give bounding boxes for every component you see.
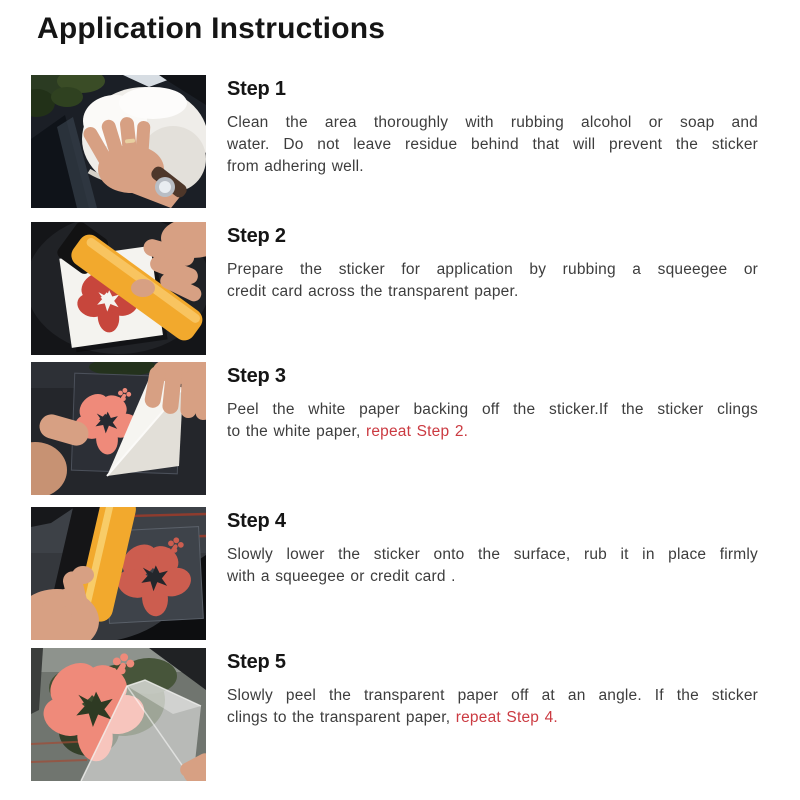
step-5-photo	[31, 648, 206, 781]
step-3-text	[227, 399, 758, 443]
text-line	[227, 281, 758, 303]
text-segment: from adhering well.	[227, 158, 364, 175]
peel-transfer-illustration	[31, 648, 206, 781]
step-copy	[227, 648, 758, 729]
step-1-text	[227, 112, 758, 178]
text-line: Peel the white paper backing off the sticker.If the sticker clings	[227, 401, 758, 418]
page-title: Application Instructions	[37, 12, 386, 45]
apply-sticker-illustration	[31, 507, 206, 640]
step-4-photo	[31, 507, 206, 640]
text-line: Slowly lower the sticker onto the surface, rub it in place firmly	[227, 546, 758, 563]
text-line	[227, 421, 758, 443]
step-3-photo	[31, 362, 206, 495]
step-copy	[227, 507, 758, 588]
text-line	[227, 566, 758, 588]
squeegee-prep-illustration	[31, 222, 206, 355]
red-text-segment: repeat Step 4.	[455, 709, 558, 726]
step-5-title: Step 5	[227, 651, 286, 673]
step-1-photo	[31, 75, 206, 208]
text-line: Slowly peel the transparent paper off at an angle. If the sticker	[227, 687, 758, 704]
step-4-title: Step 4	[227, 510, 286, 532]
step-3-title: Step 3	[227, 365, 286, 387]
step-copy	[227, 362, 758, 443]
step-5-text	[227, 685, 758, 729]
red-text-segment: repeat Step 2.	[365, 423, 469, 440]
cleaning-photo-illustration	[31, 75, 206, 208]
text-segment: with a squeegee or credit card .	[227, 568, 456, 585]
peel-backing-illustration	[31, 362, 206, 495]
step-4-text	[227, 544, 758, 588]
text-line: Clean the area thoroughly with rubbing alcohol or soap and	[227, 114, 758, 131]
text-line: Prepare the sticker for application by rubbing a squeegee or	[227, 261, 758, 278]
text-line	[227, 156, 758, 178]
step-2-photo	[31, 222, 206, 355]
step-1-title: Step 1	[227, 78, 286, 100]
step-2-title: Step 2	[227, 225, 286, 247]
text-line: water. Do not leave residue behind that will prevent the sticker	[227, 136, 758, 153]
step-copy	[227, 222, 758, 303]
text-segment: credit card across the transparent paper.	[227, 283, 519, 300]
step-2-text	[227, 259, 758, 303]
text-segment: clings to the transparent paper,	[227, 709, 456, 726]
text-line	[227, 707, 758, 729]
text-segment: to the white paper,	[227, 423, 366, 440]
step-copy	[227, 75, 758, 178]
